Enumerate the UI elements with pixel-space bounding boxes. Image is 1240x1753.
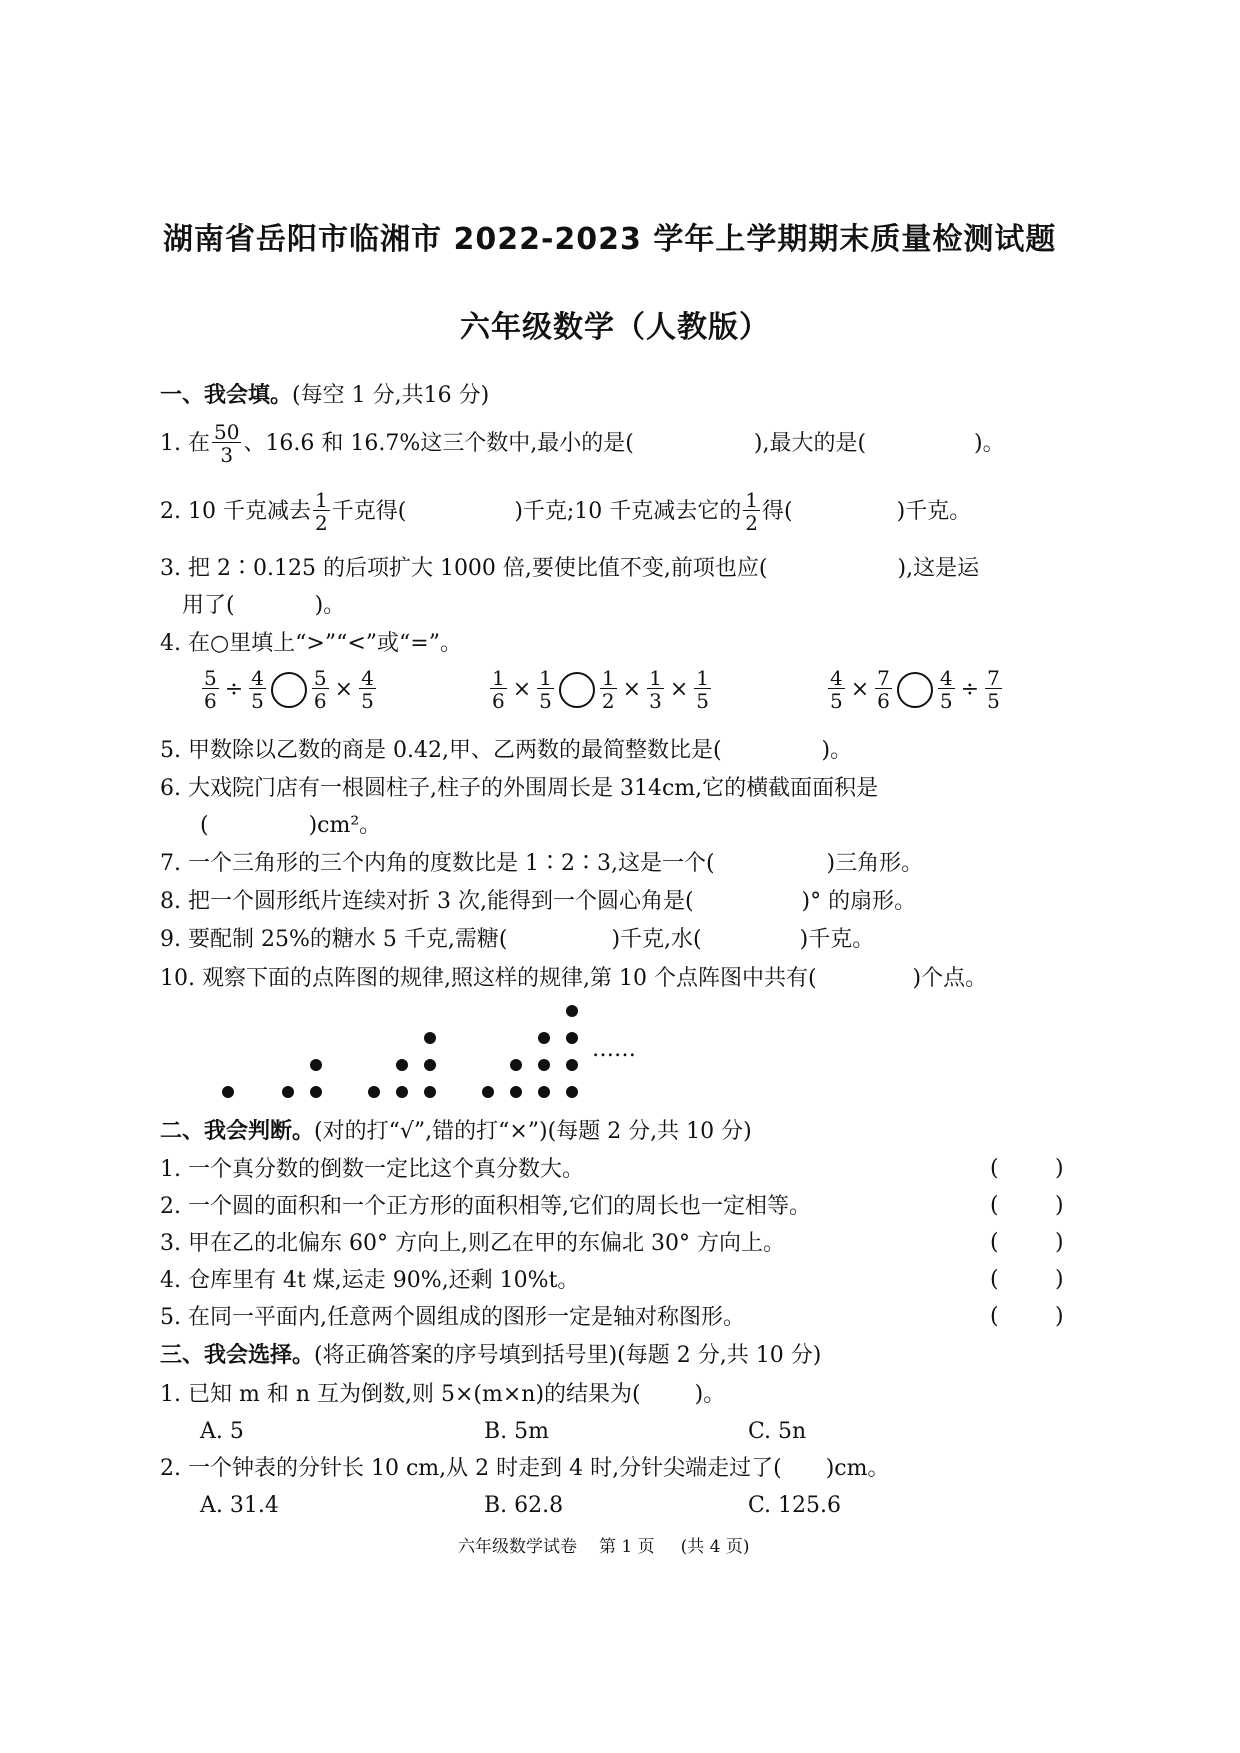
choice-q2-option-c: C. 125.6 <box>748 1493 842 1518</box>
paren-open: ( <box>990 1304 999 1329</box>
q1-7: 7. 一个三角形的三个内角的度数比是 1∶2∶3,这是一个( )三角形。 <box>160 851 924 876</box>
choice-q2: 2. 一个钟表的分针长 10 cm,从 2 时走到 4 时,分针尖端走过了( )cm。 <box>160 1456 890 1481</box>
page-footer: 六年级数学试卷 第 1 页 (共 4 页) <box>458 1537 750 1557</box>
judge-item-3: 3. 甲在乙的北偏东 60° 方向上,则乙在甲的东偏北 30° 方向上。 <box>160 1231 785 1256</box>
compare-expression-2: $\frac{1}{6}$ × $\frac{1}{5}$ $\frac{1}{2}$ × $\frac{1}{3}$ × $\frac{1}{5}$ <box>492 666 709 713</box>
dot <box>368 1086 380 1098</box>
choice-q1-option-c: C. 5n <box>748 1419 807 1444</box>
dot <box>396 1086 408 1098</box>
paren-open: ( <box>990 1230 999 1255</box>
paren-close: ) <box>1055 1193 1064 1218</box>
q1-6-line2: ( )cm²。 <box>200 813 382 838</box>
paren-open: ( <box>990 1267 999 1292</box>
compare-expression-3: $\frac{4}{5}$ × $\frac{7}{6}$ $\frac{4}{5}$ ÷ $\frac{7}{5}$ <box>830 666 1000 713</box>
dot <box>310 1059 322 1071</box>
ellipsis: …… <box>592 1037 636 1062</box>
dot <box>510 1059 522 1071</box>
dot <box>282 1086 294 1098</box>
q1-10: 10. 观察下面的点阵图的规律,照这样的规律,第 10 个点阵图中共有( )个点。 <box>160 966 988 991</box>
dot <box>510 1086 522 1098</box>
dot <box>424 1086 436 1098</box>
section1-heading: 一、我会填。(每空 1 分,共16 分) <box>160 383 490 408</box>
choice-q1-option-b: B. 5m <box>484 1419 550 1444</box>
q1-1: 1. 在 $\frac{50}{3}$ 、16.6 和 16.7%这三个数中,最小的是( ),最大的是( )。 <box>160 420 1005 467</box>
dot <box>396 1059 408 1071</box>
q1-3-line1: 3. 把 2∶0.125 的后项扩大 1000 倍,要使比值不变,前项也应( ),这是运 <box>160 556 980 581</box>
page-title: 湖南省岳阳市临湘市 2022-2023 学年上学期期末质量检测试题 <box>163 222 1057 257</box>
compare-expression-1: $\frac{5}{6}$ ÷ $\frac{4}{5}$ $\frac{5}{6}$ × $\frac{4}{5}$ <box>204 666 374 713</box>
paren-open: ( <box>990 1193 999 1218</box>
answer-circle[interactable] <box>559 672 595 708</box>
dot <box>310 1086 322 1098</box>
section3-heading: 三、我会选择。(将正确答案的序号填到括号里)(每题 2 分,共 10 分) <box>160 1343 822 1368</box>
choice-q2-option-a: A. 31.4 <box>200 1493 279 1518</box>
fraction: $\frac{50}{3}$ <box>213 420 240 467</box>
dot <box>566 1059 578 1071</box>
dot <box>566 1086 578 1098</box>
dot <box>424 1059 436 1071</box>
section2-heading: 二、我会判断。(对的打“√”,错的打“×”)(每题 2 分,共 10 分) <box>160 1119 752 1144</box>
q1-5: 5. 甲数除以乙数的商是 0.42,甲、乙两数的最简整数比是( )。 <box>160 738 853 763</box>
dot <box>538 1086 550 1098</box>
q1-4: 4. 在○里填上“>”“<”或“=”。 <box>160 631 462 656</box>
choice-q1-option-a: A. 5 <box>200 1419 244 1444</box>
dot <box>222 1086 234 1098</box>
dot <box>538 1032 550 1044</box>
judge-item-5: 5. 在同一平面内,任意两个圆组成的图形一定是轴对称图形。 <box>160 1305 745 1330</box>
q1-2: 2. 10 千克减去 $\frac{1}{2}$ 千克得( )千克;10 千克减去它的 $\frac{1}{2}$ 得( )千克。 <box>160 488 972 535</box>
paren-open: ( <box>990 1156 999 1181</box>
dot <box>424 1032 436 1044</box>
q1-9: 9. 要配制 25%的糖水 5 千克,需糖( )千克,水( )千克。 <box>160 927 875 952</box>
answer-circle[interactable] <box>897 672 933 708</box>
q1-8: 8. 把一个圆形纸片连续对折 3 次,能得到一个圆心角是( )° 的扇形。 <box>160 889 917 914</box>
paren-close: ) <box>1055 1156 1064 1181</box>
paren-close: ) <box>1055 1230 1064 1255</box>
answer-circle[interactable] <box>271 672 307 708</box>
dot <box>566 1005 578 1017</box>
dot <box>566 1032 578 1044</box>
judge-item-1: 1. 一个真分数的倒数一定比这个真分数大。 <box>160 1157 584 1182</box>
choice-q2-option-b: B. 62.8 <box>484 1493 564 1518</box>
choice-q1: 1. 已知 m 和 n 互为倒数,则 5×(m×n)的结果为( )。 <box>160 1382 726 1407</box>
dot <box>538 1059 550 1071</box>
q1-6-line1: 6. 大戏院门店有一根圆柱子,柱子的外围周长是 314cm,它的横截面面积是 <box>160 776 879 801</box>
judge-item-4: 4. 仓库里有 4t 煤,运走 90%,还剩 10%t。 <box>160 1268 580 1293</box>
page-subtitle: 六年级数学（人教版） <box>460 310 770 345</box>
paren-close: ) <box>1055 1304 1064 1329</box>
dot <box>482 1086 494 1098</box>
q1-3-line2: 用了( )。 <box>182 593 346 618</box>
judge-item-2: 2. 一个圆的面积和一个正方形的面积相等,它们的周长也一定相等。 <box>160 1194 811 1219</box>
paren-close: ) <box>1055 1267 1064 1292</box>
